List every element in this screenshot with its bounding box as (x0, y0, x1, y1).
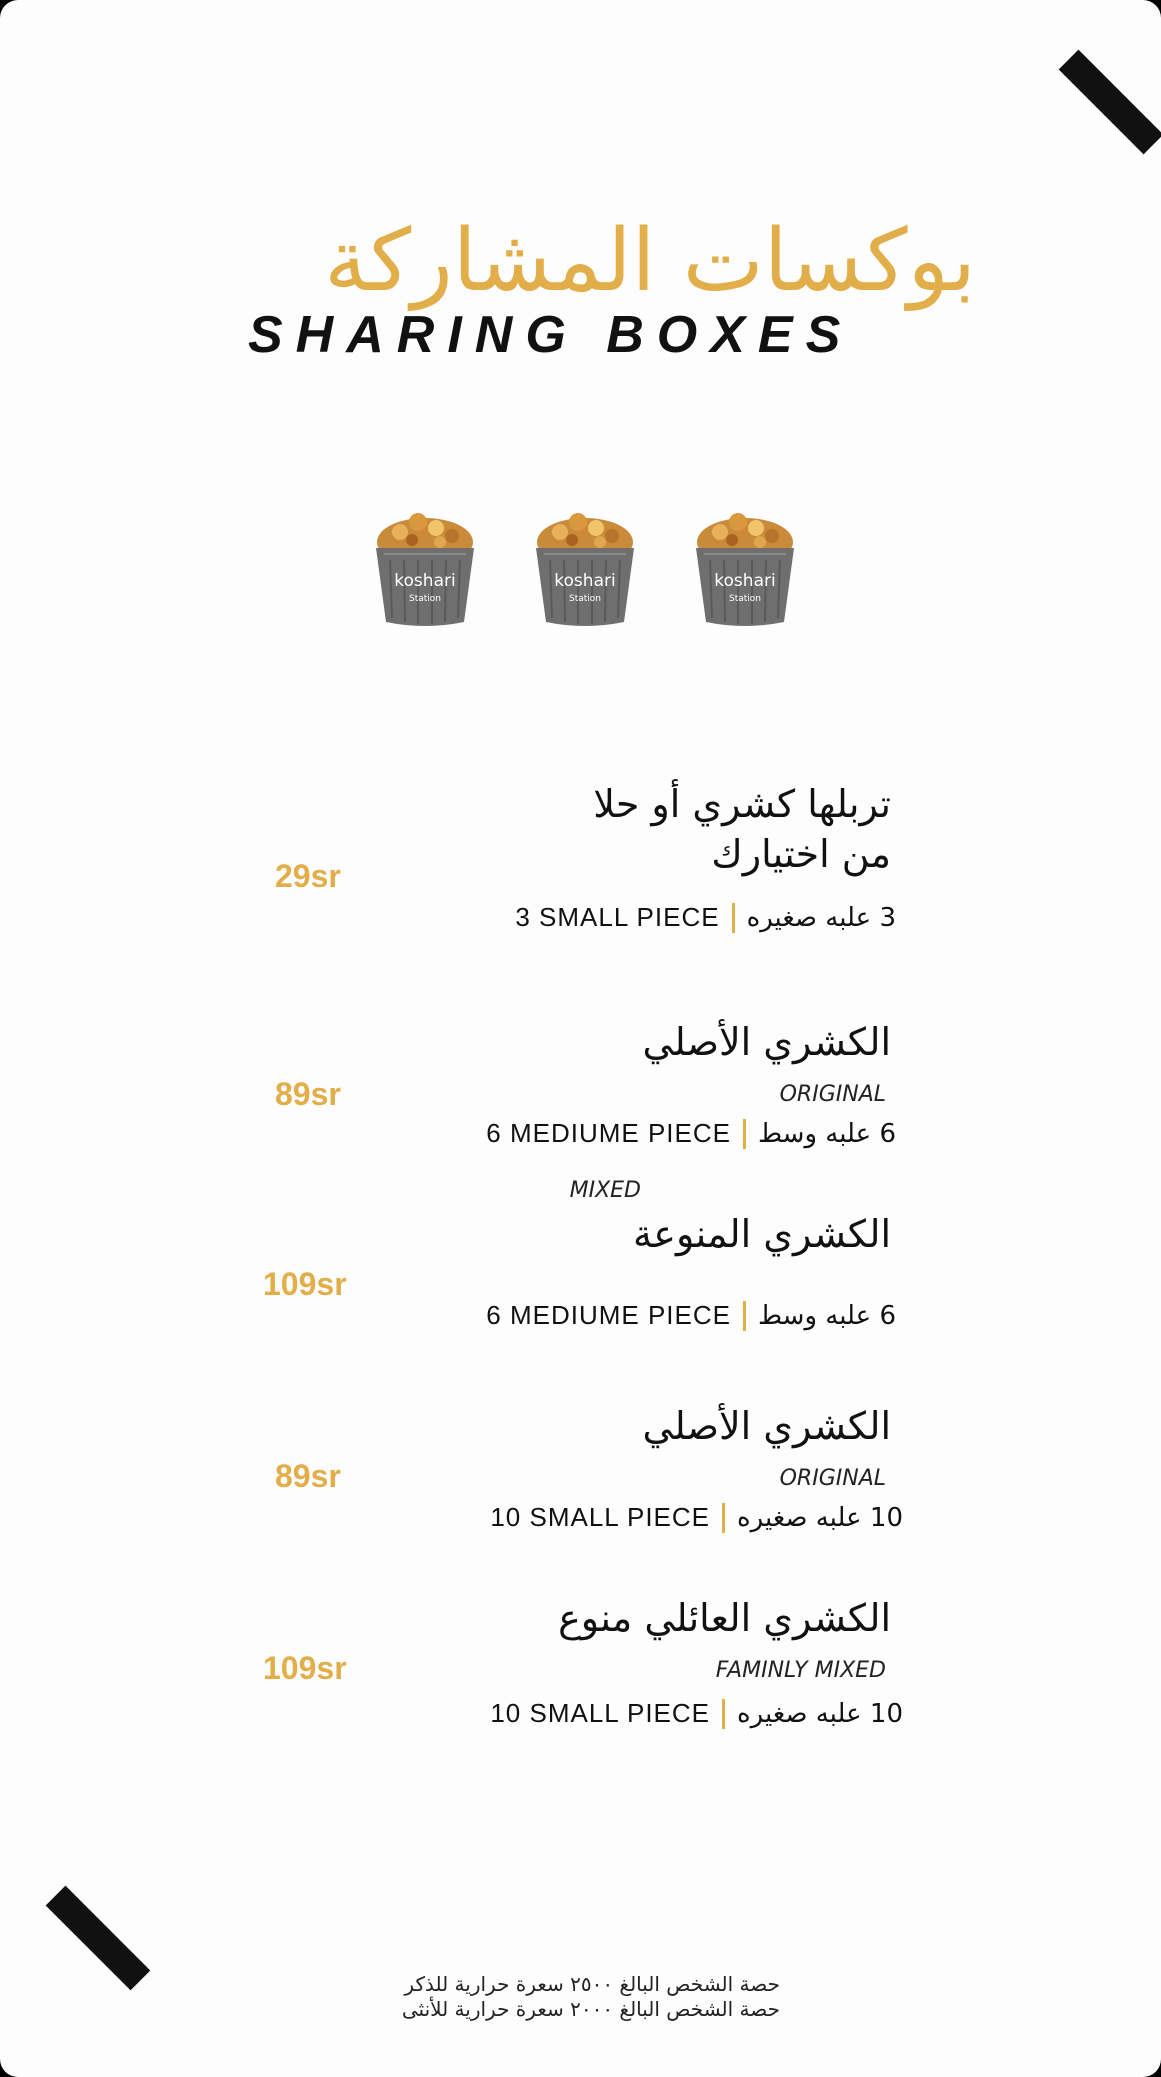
item-detail (515, 902, 896, 933)
footer-line-male: حصة الشخص البالغ ٢٥٠٠ سعرة حرارية للذكر (404, 1972, 780, 1996)
item-detail (490, 1502, 903, 1533)
item-title: الكشري المنوعة (632, 1212, 891, 1256)
detail-english: 10 SMALL PIECE (490, 1502, 711, 1532)
detail-separator (722, 1699, 725, 1729)
item-subtitle: FAMINLY MIXED (715, 1658, 886, 1683)
item-price: 29sr (275, 858, 341, 894)
detail-arabic: 10 علبه صغيره (737, 1698, 903, 1729)
koshari-bowl-image (690, 500, 800, 630)
item-title-line2: من اختيارك (711, 832, 891, 876)
detail-separator (722, 1503, 725, 1533)
detail-arabic: 6 علبه وسط (757, 1300, 896, 1331)
svg-text:Station: Station (409, 594, 441, 604)
svg-text:Station: Station (729, 594, 761, 604)
menu-header (190, 210, 990, 370)
detail-separator (732, 903, 735, 933)
svg-text:koshari: koshari (394, 571, 456, 591)
item-detail (490, 1698, 903, 1729)
detail-english: 3 SMALL PIECE (515, 902, 720, 932)
item-price: 109sr (263, 1266, 347, 1302)
koshari-bowl-image (530, 500, 640, 630)
title-arabic: بوكسات المشاركة (324, 211, 976, 311)
svg-text:Station: Station (569, 594, 601, 604)
calorie-footer (360, 1972, 780, 2022)
detail-separator (743, 1301, 746, 1331)
koshari-bowl-icon (370, 500, 480, 630)
title-english: SHARING BOXES (248, 306, 854, 364)
item-subtitle: ORIGINAL (779, 1466, 886, 1491)
detail-english: 10 SMALL PIECE (490, 1698, 711, 1728)
item-detail (486, 1118, 896, 1149)
koshari-bowl-icon (530, 500, 640, 630)
item-price: 109sr (263, 1650, 347, 1686)
corner-stripe-top-right (1059, 50, 1161, 155)
footer-line-female: حصة الشخص البالغ ٢٠٠٠ سعرة حرارية للأنثى (401, 1997, 780, 2021)
item-price: 89sr (275, 1458, 341, 1494)
corner-stripe-bottom-left (46, 1886, 151, 1991)
item-title: الكشري العائلي منوع (558, 1596, 891, 1640)
koshari-bowl-image (370, 500, 480, 630)
detail-arabic: 3 علبه صغيره (746, 902, 896, 933)
detail-english: 6 MEDIUME PIECE (486, 1118, 731, 1148)
item-title-line1: تربلها كشري أو حلا (593, 782, 891, 826)
svg-text:koshari: koshari (554, 571, 616, 591)
detail-arabic: 10 علبه صغيره (737, 1502, 903, 1533)
svg-text:koshari: koshari (714, 571, 776, 591)
detail-separator (743, 1119, 746, 1149)
item-title: الكشري الأصلي (642, 1404, 891, 1448)
item-price: 89sr (275, 1076, 341, 1112)
item-detail (486, 1300, 896, 1331)
item-subtitle: MIXED (569, 1178, 641, 1203)
koshari-bowl-icon (690, 500, 800, 630)
item-title: الكشري الأصلي (642, 1020, 891, 1064)
item-subtitle: ORIGINAL (779, 1082, 886, 1107)
product-image-row (370, 490, 800, 630)
detail-english: 6 MEDIUME PIECE (486, 1300, 731, 1330)
detail-arabic: 6 علبه وسط (757, 1118, 896, 1149)
